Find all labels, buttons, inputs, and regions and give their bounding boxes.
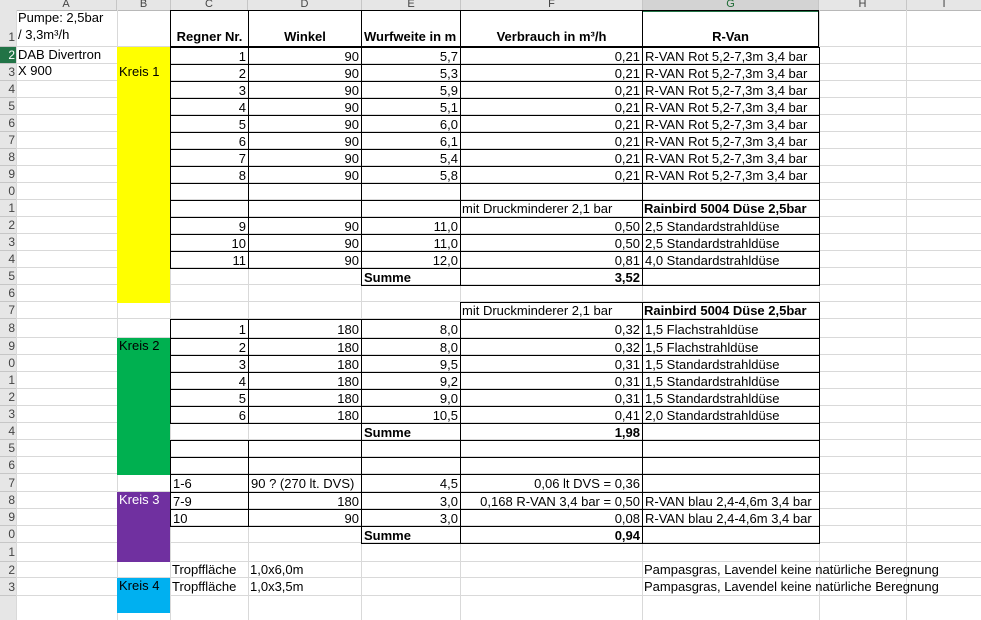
row-header[interactable]: 8	[0, 492, 16, 509]
winkel-cell[interactable]: 90	[248, 251, 362, 269]
row-header[interactable]: 3	[0, 234, 16, 251]
rainbird-note[interactable]: Rainbird 5004 Düse 2,5bar	[644, 201, 807, 216]
regner-nr-cell[interactable]: 7-9	[170, 492, 249, 510]
regner-nr-cell[interactable]	[170, 200, 249, 218]
summe-label[interactable]: Summe	[361, 268, 461, 286]
kreis1-label[interactable]: Kreis 1	[119, 64, 160, 79]
column-gridline	[906, 10, 907, 620]
rvan-type-cell[interactable]: 1,5 Flachstrahldüse	[642, 319, 820, 339]
winkel-cell[interactable]: 90	[248, 64, 362, 82]
winkel-cell[interactable]	[248, 183, 362, 201]
header-regner[interactable]: Regner Nr.	[170, 10, 249, 47]
kreis2-label[interactable]: Kreis 2	[119, 338, 160, 353]
row-header[interactable]: 3	[0, 578, 16, 596]
row-header[interactable]: 5	[0, 98, 16, 115]
row-header[interactable]: 9	[0, 509, 16, 526]
regner-nr-cell[interactable]: 2	[170, 338, 249, 356]
rvan-type-cell[interactable]: R-VAN blau 2,4-4,6m 3,4 bar	[642, 509, 820, 527]
wurfweite-cell[interactable]: 3,0	[361, 509, 461, 527]
winkel-cell[interactable]: 180	[248, 319, 362, 339]
verbrauch-cell[interactable]: 0,21	[460, 98, 643, 116]
row-header-bar	[0, 10, 17, 620]
winkel-cell[interactable]: 90	[248, 509, 362, 527]
summe-value[interactable]: 1,98	[460, 423, 643, 441]
regner-nr-cell[interactable]: 1-6	[170, 474, 249, 493]
summe-value[interactable]: 3,52	[460, 268, 643, 286]
wurfweite-cell[interactable]: 5,7	[361, 47, 461, 65]
verbrauch-cell[interactable]: 0,50	[460, 217, 643, 235]
rainbird-note[interactable]: Rainbird 5004 Düse 2,5bar	[644, 303, 807, 318]
regner-nr-cell[interactable]	[170, 440, 249, 458]
header-rvan[interactable]: R-Van	[642, 10, 819, 47]
rvan-type-cell[interactable]: 1,5 Standardstrahldüse	[642, 389, 820, 407]
verbrauch-cell[interactable]: 0,32	[460, 319, 643, 339]
kreis2-fill	[117, 338, 170, 475]
rvan-type-cell[interactable]	[642, 440, 820, 458]
winkel-cell[interactable]: 180	[248, 338, 362, 356]
regner-nr-cell[interactable]	[170, 457, 249, 475]
druckminderer-note[interactable]: mit Druckminderer 2,1 bar	[462, 303, 613, 318]
regner-nr-cell[interactable]: 10	[170, 234, 249, 252]
row-header[interactable]: 0	[0, 183, 16, 200]
summe-label[interactable]: Summe	[361, 423, 461, 441]
regner-nr-cell[interactable]: 8	[170, 166, 249, 184]
wurfweite-cell[interactable]: 5,4	[361, 149, 461, 167]
row-header[interactable]: 2	[0, 47, 16, 64]
row-header[interactable]: 3	[0, 64, 16, 81]
verbrauch-cell[interactable]: 0,32	[460, 338, 643, 356]
rvan-type-cell[interactable]	[642, 457, 820, 475]
winkel-cell[interactable]: 90	[248, 98, 362, 116]
regner-nr-cell[interactable]: 5	[170, 115, 249, 133]
winkel-cell[interactable]	[248, 200, 362, 218]
column-gridline	[16, 10, 17, 620]
rvan-type-cell[interactable]: 2,5 Standardstrahldüse	[642, 234, 820, 252]
wurfweite-cell[interactable]: 9,0	[361, 389, 461, 407]
row-header[interactable]: 2	[0, 562, 16, 578]
column-header-e[interactable]: E	[362, 0, 461, 10]
verbrauch-cell[interactable]: 0,21	[460, 64, 643, 82]
row-header[interactable]: 6	[0, 285, 16, 302]
row-header[interactable]: 4	[0, 81, 16, 98]
rvan-type-cell[interactable]: 1,5 Standardstrahldüse	[642, 372, 820, 390]
pump-line2[interactable]: / 3,3m³/h	[18, 27, 70, 42]
verbrauch-cell[interactable]	[460, 440, 643, 458]
winkel-cell[interactable]: 180	[248, 389, 362, 407]
row-header[interactable]: 6	[0, 115, 16, 132]
wurfweite-cell[interactable]	[361, 440, 461, 458]
tropfflaeche-size[interactable]: 1,0x3,5m	[250, 579, 304, 594]
wurfweite-cell[interactable]: 8,0	[361, 338, 461, 356]
pump-line1[interactable]: Pumpe: 2,5bar	[18, 10, 104, 25]
row-header[interactable]: 7	[0, 132, 16, 149]
regner-nr-cell[interactable]: 3	[170, 355, 249, 373]
header-winkel[interactable]: Winkel	[248, 10, 362, 47]
kreis4-label[interactable]: Kreis 4	[119, 578, 160, 593]
rvan-type-cell[interactable]: R-VAN Rot 5,2-7,3m 3,4 bar	[642, 166, 820, 184]
winkel-cell[interactable]	[248, 457, 362, 475]
row-header[interactable]: 1	[0, 372, 16, 389]
tropfflaeche-size[interactable]: 1,0x6,0m	[250, 562, 304, 577]
column-header-b[interactable]: B	[117, 0, 171, 10]
wurfweite-cell[interactable]	[361, 183, 461, 201]
wurfweite-cell[interactable]: 5,8	[361, 166, 461, 184]
regner-nr-cell[interactable]: 3	[170, 81, 249, 99]
rvan-type-cell[interactable]: 2,0 Standardstrahldüse	[642, 406, 820, 424]
pump-model-line2[interactable]: X 900	[18, 63, 52, 78]
regner-nr-cell[interactable]: 6	[170, 132, 249, 150]
winkel-cell[interactable]: 90	[248, 166, 362, 184]
wurfweite-cell[interactable]: 3,0	[361, 492, 461, 510]
wurfweite-cell[interactable]: 6,0	[361, 115, 461, 133]
regner-nr-cell[interactable]: 5	[170, 389, 249, 407]
kreis1-fill	[117, 47, 170, 303]
verbrauch-cell[interactable]: 0,08	[460, 509, 643, 527]
winkel-cell[interactable]	[248, 440, 362, 458]
winkel-cell[interactable]: 180	[248, 372, 362, 390]
wurfweite-cell[interactable]: 4,5	[361, 474, 461, 493]
summe-label[interactable]: Summe	[361, 526, 461, 544]
rvan-type-cell[interactable]: 2,5 Standardstrahldüse	[642, 217, 820, 235]
regner-nr-cell[interactable]: 1	[170, 47, 249, 65]
verbrauch-cell[interactable]: 0,21	[460, 47, 643, 65]
regner-nr-cell[interactable]: 4	[170, 98, 249, 116]
winkel-cell[interactable]: 180	[248, 406, 362, 424]
verbrauch-cell[interactable]: 0,21	[460, 132, 643, 150]
row-header[interactable]: 7	[0, 474, 16, 492]
verbrauch-cell[interactable]: 0,41	[460, 406, 643, 424]
winkel-cell[interactable]: 90	[248, 132, 362, 150]
row-header[interactable]: 4	[0, 423, 16, 440]
rvan-type-cell[interactable]: R-VAN Rot 5,2-7,3m 3,4 bar	[642, 98, 820, 116]
column-header-a[interactable]: A	[16, 0, 117, 10]
column-header-c[interactable]: C	[171, 0, 248, 10]
kreis4-note[interactable]: Pampasgras, Lavendel keine natürliche Beregnung	[644, 579, 939, 594]
column-header-d[interactable]: D	[248, 0, 362, 10]
rvan-type-cell[interactable]: 1,5 Flachstrahldüse	[642, 338, 820, 356]
rvan-type-cell[interactable]: R-VAN Rot 5,2-7,3m 3,4 bar	[642, 47, 820, 65]
row-header[interactable]: 1	[0, 10, 16, 47]
wurfweite-cell[interactable]: 9,5	[361, 355, 461, 373]
column-header-g[interactable]: G	[643, 0, 819, 12]
header-wurfweite[interactable]: Wurfweite in m	[361, 10, 461, 47]
regner-nr-cell[interactable]: 1	[170, 319, 249, 339]
wurfweite-cell[interactable]: 11,0	[361, 217, 461, 235]
pump-model-line1[interactable]: DAB Divertron	[18, 47, 102, 62]
verbrauch-cell[interactable]: 0,168 R-VAN 3,4 bar = 0,50	[460, 492, 643, 510]
wurfweite-cell[interactable]: 8,0	[361, 319, 461, 339]
row-header[interactable]: 3	[0, 406, 16, 423]
wurfweite-cell[interactable]	[361, 457, 461, 475]
verbrauch-cell[interactable]: 0,31	[460, 355, 643, 373]
winkel-cell[interactable]: 90	[248, 149, 362, 167]
row-header[interactable]: 9	[0, 166, 16, 183]
row-header[interactable]: 1	[0, 543, 16, 562]
summe-empty[interactable]	[642, 268, 820, 286]
column-header-i[interactable]: I	[907, 0, 981, 10]
row-header[interactable]: 2	[0, 217, 16, 234]
wurfweite-cell[interactable]: 12,0	[361, 251, 461, 269]
summe-empty[interactable]	[642, 423, 820, 441]
row-header[interactable]: 1	[0, 200, 16, 217]
regner-nr-cell[interactable]: 2	[170, 64, 249, 82]
verbrauch-cell[interactable]: 0,06 lt DVS = 0,36	[460, 474, 643, 493]
regner-nr-cell[interactable]: 9	[170, 217, 249, 235]
kreis4-note[interactable]: Pampasgras, Lavendel keine natürliche Beregnung	[644, 562, 939, 577]
regner-nr-cell[interactable]	[170, 183, 249, 201]
column-header-h[interactable]: H	[819, 0, 907, 10]
verbrauch-cell[interactable]: 0,81	[460, 251, 643, 269]
row-header[interactable]: 2	[0, 389, 16, 406]
winkel-cell[interactable]: 180	[248, 492, 362, 510]
wurfweite-cell[interactable]: 5,9	[361, 81, 461, 99]
winkel-cell[interactable]: 90	[248, 217, 362, 235]
kreis3-label[interactable]: Kreis 3	[117, 492, 170, 510]
verbrauch-cell[interactable]: 0,21	[460, 166, 643, 184]
verbrauch-cell[interactable]: 0,50	[460, 234, 643, 252]
verbrauch-cell[interactable]: 0,31	[460, 372, 643, 390]
row-header[interactable]: 0	[0, 526, 16, 543]
winkel-cell[interactable]: 90	[248, 47, 362, 65]
row-header[interactable]: 6	[0, 457, 16, 474]
rvan-type-cell[interactable]: R-VAN blau 2,4-4,6m 3,4 bar	[642, 492, 820, 510]
row-header[interactable]: 7	[0, 302, 16, 319]
druckminderer-note[interactable]: mit Druckminderer 2,1 bar	[462, 201, 613, 216]
rvan-type-cell[interactable]: R-VAN Rot 5,2-7,3m 3,4 bar	[642, 132, 820, 150]
row-header[interactable]: 5	[0, 268, 16, 285]
wurfweite-cell[interactable]: 9,2	[361, 372, 461, 390]
regner-nr-cell[interactable]: 10	[170, 509, 249, 527]
rvan-type-cell[interactable]: 1,5 Standardstrahldüse	[642, 355, 820, 373]
rvan-type-cell[interactable]	[642, 474, 820, 493]
winkel-cell[interactable]: 90	[248, 115, 362, 133]
winkel-cell[interactable]: 90	[248, 234, 362, 252]
tropfflaeche-label[interactable]: Tropffläche	[172, 579, 237, 594]
summe-empty[interactable]	[642, 526, 820, 544]
wurfweite-cell[interactable]: 5,1	[361, 98, 461, 116]
verbrauch-cell[interactable]	[460, 457, 643, 475]
wurfweite-cell[interactable]: 11,0	[361, 234, 461, 252]
row-header[interactable]: 0	[0, 355, 16, 372]
verbrauch-cell[interactable]: 0,21	[460, 149, 643, 167]
row-header[interactable]: 9	[0, 338, 16, 355]
regner-nr-cell[interactable]: 11	[170, 251, 249, 269]
rvan-type-cell[interactable]: 4,0 Standardstrahldüse	[642, 251, 820, 269]
row-header[interactable]: 5	[0, 440, 16, 457]
regner-nr-cell[interactable]: 4	[170, 372, 249, 390]
regner-nr-cell[interactable]: 6	[170, 406, 249, 424]
rvan-type-cell[interactable]: R-VAN Rot 5,2-7,3m 3,4 bar	[642, 81, 820, 99]
verbrauch-cell[interactable]: 0,21	[460, 81, 643, 99]
regner-nr-cell[interactable]: 7	[170, 149, 249, 167]
rvan-type-cell[interactable]: R-VAN Rot 5,2-7,3m 3,4 bar	[642, 149, 820, 167]
winkel-cell[interactable]: 90 ? (270 lt. DVS)	[248, 474, 362, 493]
rvan-type-cell[interactable]: R-VAN Rot 5,2-7,3m 3,4 bar	[642, 64, 820, 82]
summe-value[interactable]: 0,94	[460, 526, 643, 544]
winkel-cell[interactable]: 180	[248, 355, 362, 373]
row-header[interactable]: 8	[0, 149, 16, 166]
rvan-type-cell[interactable]	[642, 183, 820, 201]
rvan-type-cell[interactable]: R-VAN Rot 5,2-7,3m 3,4 bar	[642, 115, 820, 133]
wurfweite-cell[interactable]: 5,3	[361, 64, 461, 82]
wurfweite-cell[interactable]: 6,1	[361, 132, 461, 150]
header-verbrauch[interactable]: Verbrauch in m³/h	[460, 10, 643, 47]
verbrauch-cell[interactable]: 0,21	[460, 115, 643, 133]
row-header[interactable]: 8	[0, 319, 16, 338]
wurfweite-cell[interactable]: 10,5	[361, 406, 461, 424]
row-header[interactable]: 4	[0, 251, 16, 268]
column-header-f[interactable]: F	[461, 0, 643, 10]
winkel-cell[interactable]: 90	[248, 81, 362, 99]
verbrauch-cell[interactable]: 0,31	[460, 389, 643, 407]
tropfflaeche-label[interactable]: Tropffläche	[172, 562, 237, 577]
verbrauch-cell[interactable]	[460, 183, 643, 201]
wurfweite-cell[interactable]	[361, 200, 461, 218]
